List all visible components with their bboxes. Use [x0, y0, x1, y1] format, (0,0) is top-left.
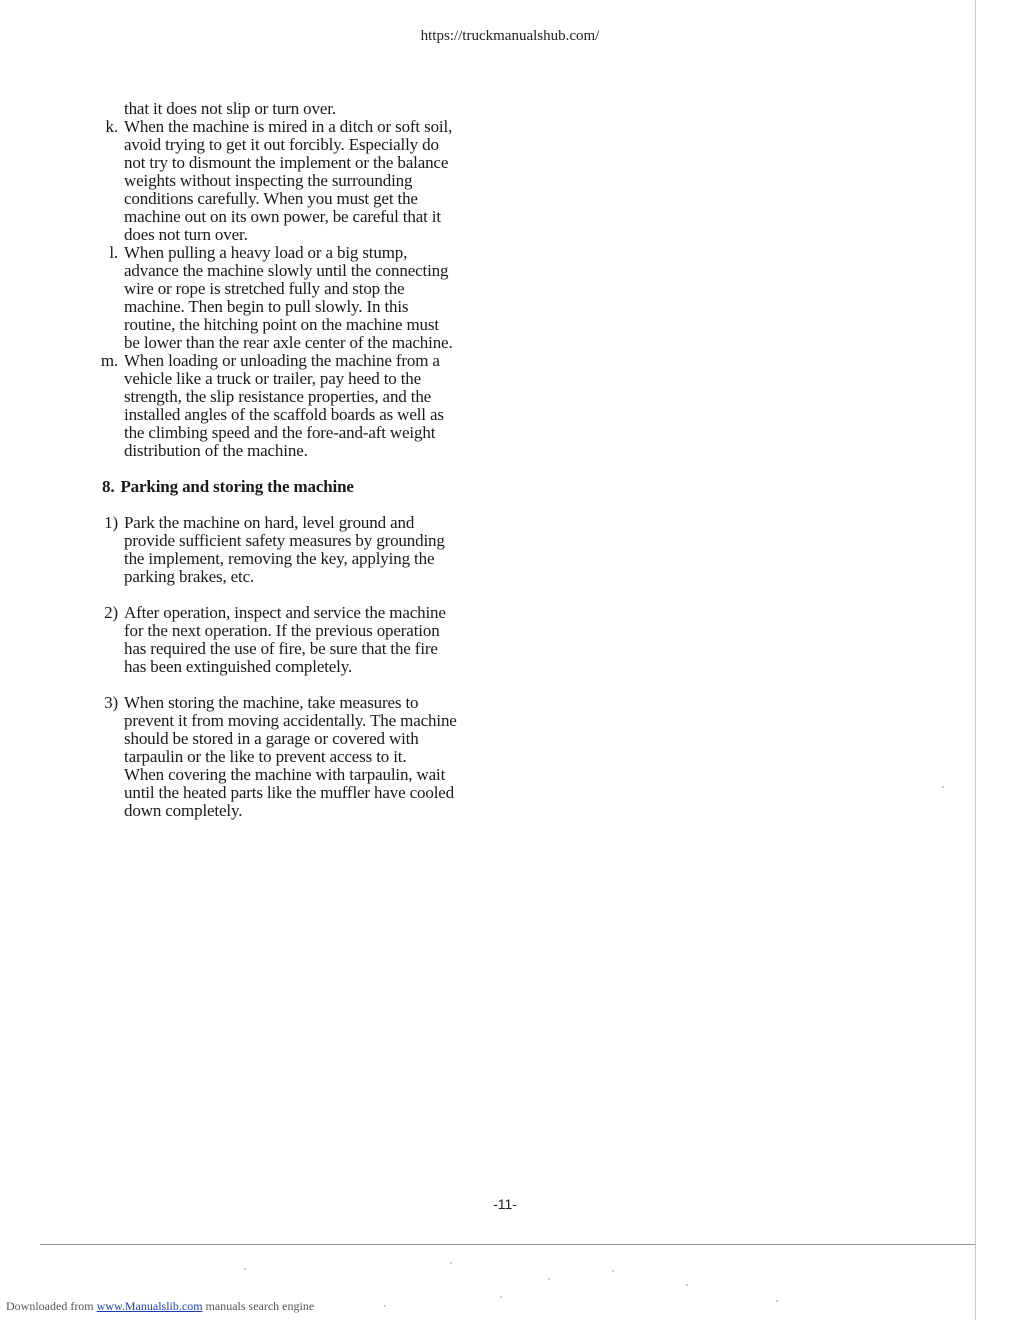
scan-speck	[500, 1296, 502, 1298]
lettered-item-k	[88, 118, 518, 244]
continuation-text: that it does not slip or turn over.	[124, 99, 336, 118]
numbered-item-1	[88, 514, 518, 586]
scan-speck	[942, 786, 944, 788]
footer-suffix: manuals search engine	[205, 1299, 315, 1313]
section-title: Parking and storing the machine	[120, 477, 354, 496]
scan-speck	[686, 1284, 688, 1286]
scan-speck	[776, 1300, 778, 1302]
download-footer	[6, 1299, 314, 1314]
item-marker: 1)	[104, 513, 118, 532]
header-url: https://truckmanualshub.com/	[420, 28, 600, 44]
section-heading	[88, 478, 518, 496]
scan-speck	[450, 1262, 452, 1264]
footer-prefix: Downloaded from	[6, 1299, 94, 1313]
lettered-item-m	[88, 352, 518, 460]
page-content	[88, 100, 518, 838]
item-text: When storing the machine, take measures to prevent it from moving accidentally. The machine should be stored in a garage or covered with tarpaulin or the like to prevent access to it. When covering the machine with tarpaulin, wait until the heated parts like the muffler have cooled down completely.	[124, 693, 457, 820]
scan-speck	[244, 1268, 246, 1270]
numbered-item-2	[88, 604, 518, 676]
scan-speck	[384, 1305, 386, 1307]
item-text: When the machine is mired in a ditch or soft soil, avoid trying to get it out forcibly. Especially do not try to dismount the implement or the balance weights without inspecting the surrounding conditions carefully. When you must get the machine out on its own power, be careful that it does not turn over.	[124, 117, 453, 244]
scan-speck	[548, 1278, 550, 1280]
page-number: -11-	[493, 1196, 517, 1212]
scan-speck	[612, 1270, 614, 1272]
item-marker: 3)	[104, 693, 118, 712]
item-marker: 2)	[104, 603, 118, 622]
section-number: 8.	[102, 477, 115, 496]
item-marker: m.	[100, 351, 118, 370]
lettered-item-l	[88, 244, 518, 352]
manualslib-link[interactable]: www.Manualslib.com	[96, 1299, 203, 1313]
scan-edge-line	[975, 0, 976, 1320]
item-marker: l.	[109, 243, 118, 262]
item-text: Park the machine on hard, level ground and provide sufficient safety measures by grounding the implement, removing the key, applying the parking brakes, etc.	[124, 513, 445, 586]
item-text: After operation, inspect and service the machine for the next operation. If the previous operation has required the use of fire, be sure that the fire has been extinguished completely.	[124, 603, 446, 676]
item-text: When pulling a heavy load or a big stump, advance the machine slowly until the connecting wire or rope is stretched fully and stop the machine. Then begin to pull slowly. In this routine, the hitching point on the machine must be lower than the rear axle center of the machine.	[124, 243, 453, 352]
item-text: When loading or unloading the machine from a vehicle like a truck or trailer, pay heed to the strength, the slip resistance properties, and the installed angles of the scaffold boards as well as the climbing speed and the fore-and-aft weight distribution of the machine.	[124, 351, 444, 460]
bottom-rule	[40, 1244, 975, 1245]
item-marker: k.	[105, 117, 118, 136]
numbered-item-3	[88, 694, 518, 820]
